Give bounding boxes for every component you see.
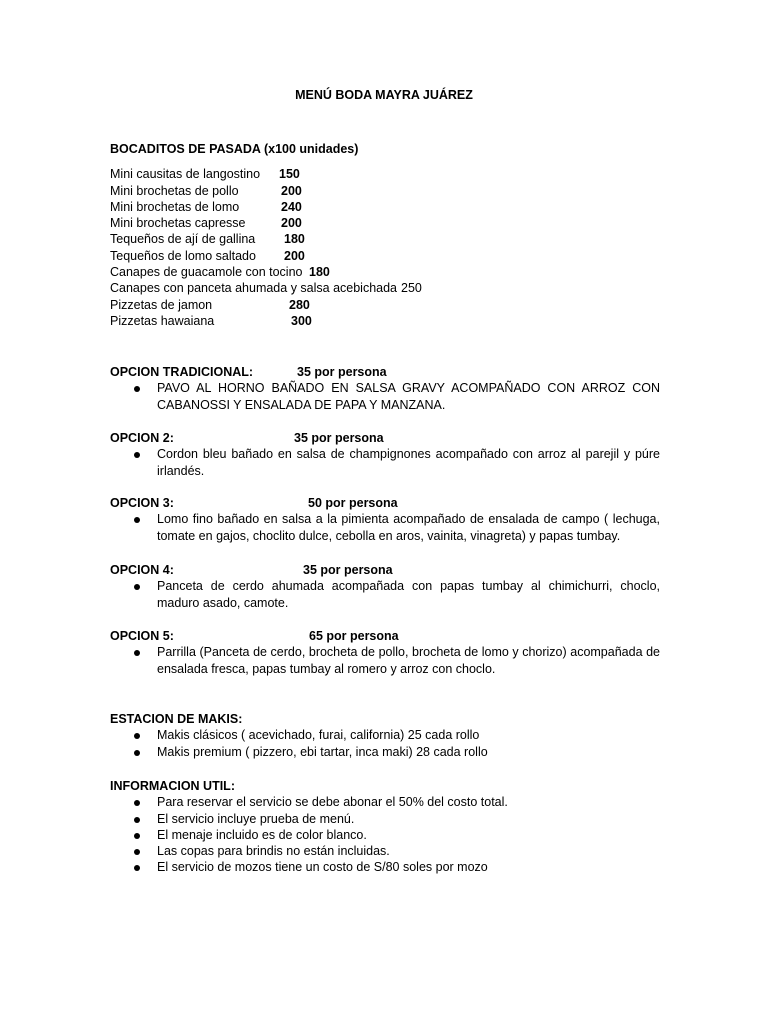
opcion-2-section <box>110 430 660 479</box>
info-item: El servicio de mozos tiene un costo de S/80 soles por mozo <box>110 859 660 875</box>
opcion-price: 35 por persona <box>294 431 384 445</box>
bocaditos-heading: BOCADITOS DE PASADA (x100 unidades) <box>110 142 359 156</box>
bocadito-price: 180 <box>309 265 330 280</box>
bocadito-item <box>110 199 660 215</box>
opcion-price: 65 por persona <box>309 629 399 643</box>
bocadito-price: 300 <box>291 313 312 328</box>
bocadito-price: 200 <box>281 183 302 198</box>
opcion-description: Cordon bleu bañado en salsa de champignones acompañado con arroz al parejil y púre irlandés. <box>110 446 660 479</box>
opcion-4-section <box>110 562 660 611</box>
bocadito-price: 180 <box>284 232 305 247</box>
makis-item: Makis premium ( pizzero, ebi tartar, inca maki) 28 cada rollo <box>110 744 660 760</box>
info-item: El servicio incluye prueba de menú. <box>110 811 660 827</box>
opcion-description-list <box>110 380 660 413</box>
opcion-description: Panceta de cerdo ahumada acompañada con papas tumbay al chimichurri, choclo, maduro asado, camote. <box>110 578 660 611</box>
info-item: Las copas para brindis no están incluidas. <box>110 843 660 859</box>
opcion-tradicional-section <box>110 364 660 413</box>
bocadito-name: Tequeños de ají de gallina <box>110 232 256 247</box>
opcion-price: 35 por persona <box>303 563 393 577</box>
opcion-5-section <box>110 628 660 677</box>
opcion-heading <box>110 628 660 644</box>
info-section <box>110 778 660 876</box>
bocadito-item <box>110 183 660 199</box>
opcion-label: OPCION 2: <box>110 431 174 445</box>
bocadito-name: Tequeños de lomo saltado <box>110 248 256 263</box>
opcion-heading <box>110 364 660 380</box>
bocadito-item <box>110 215 660 231</box>
info-heading: INFORMACION UTIL: <box>110 779 235 793</box>
opcion-label: OPCION 3: <box>110 496 174 510</box>
info-list <box>110 794 660 875</box>
opcion-description: Lomo fino bañado en salsa a la pimienta acompañado de ensalada de campo ( lechuga, tomate en gajos, choclito dulce, cebolla en aros, vainita, vinagreta) y papas tumbay. <box>110 511 660 544</box>
opcion-heading <box>110 562 660 578</box>
bocadito-price: 280 <box>289 297 310 312</box>
makis-heading: ESTACION DE MAKIS: <box>110 712 243 726</box>
bocadito-item <box>110 231 660 247</box>
bocadito-name: Canapes con panceta ahumada y salsa acebichada <box>110 281 398 296</box>
bocadito-price: 200 <box>281 216 302 231</box>
info-item: El menaje incluido es de color blanco. <box>110 827 660 843</box>
opcion-description-list <box>110 511 660 544</box>
makis-list <box>110 727 660 760</box>
opcion-label: OPCION TRADICIONAL: <box>110 365 254 379</box>
opcion-price: 35 por persona <box>297 365 387 379</box>
opcion-heading <box>110 430 660 446</box>
bocadito-item <box>110 248 660 264</box>
bocadito-price: 150 <box>279 167 300 182</box>
opcion-description: Parrilla (Panceta de cerdo, brocheta de pollo, brocheta de lomo y chorizo) acompañada de ensalada fresca, papas tumbay al romero y arroz con choclo. <box>110 644 660 677</box>
info-item: Para reservar el servicio se debe abonar el 50% del costo total. <box>110 794 660 810</box>
bocaditos-section <box>110 141 660 329</box>
bocadito-name: Mini causitas de langostino <box>110 167 261 182</box>
bocadito-name: Mini brochetas de pollo <box>110 183 239 198</box>
bocadito-price: 200 <box>284 248 305 263</box>
makis-item: Makis clásicos ( acevichado, furai, california) 25 cada rollo <box>110 727 660 743</box>
makis-section <box>110 711 660 760</box>
bocadito-price: 240 <box>281 199 302 214</box>
bocadito-name: Canapes de guacamole con tocino <box>110 265 303 280</box>
bocadito-name: Mini brochetas de lomo <box>110 199 240 214</box>
opcion-price: 50 por persona <box>308 496 398 510</box>
bocadito-item <box>110 313 660 329</box>
opcion-description-list <box>110 446 660 479</box>
bocadito-item <box>110 166 660 182</box>
opcion-label: OPCION 4: <box>110 563 174 577</box>
bocadito-name: Pizzetas de jamon <box>110 297 213 312</box>
opcion-description-list <box>110 644 660 677</box>
bocadito-name: Pizzetas hawaiana <box>110 313 215 328</box>
bocadito-item <box>110 297 660 313</box>
bocadito-name: Mini brochetas capresse <box>110 216 246 231</box>
bocadito-item <box>110 264 660 280</box>
opcion-description: PAVO AL HORNO BAÑADO EN SALSA GRAVY ACOMPAÑADO CON ARROZ CON CABANOSSI Y ENSALADA DE PAPA Y MANZANA. <box>110 380 660 413</box>
bocadito-price: 250 <box>401 281 422 296</box>
opcion-description-list <box>110 578 660 611</box>
opcion-heading <box>110 495 660 511</box>
opcion-3-section <box>110 495 660 544</box>
document-title: MENÚ BODA MAYRA JUÁREZ <box>295 88 473 102</box>
opcion-label: OPCION 5: <box>110 629 174 643</box>
bocadito-item <box>110 280 660 296</box>
